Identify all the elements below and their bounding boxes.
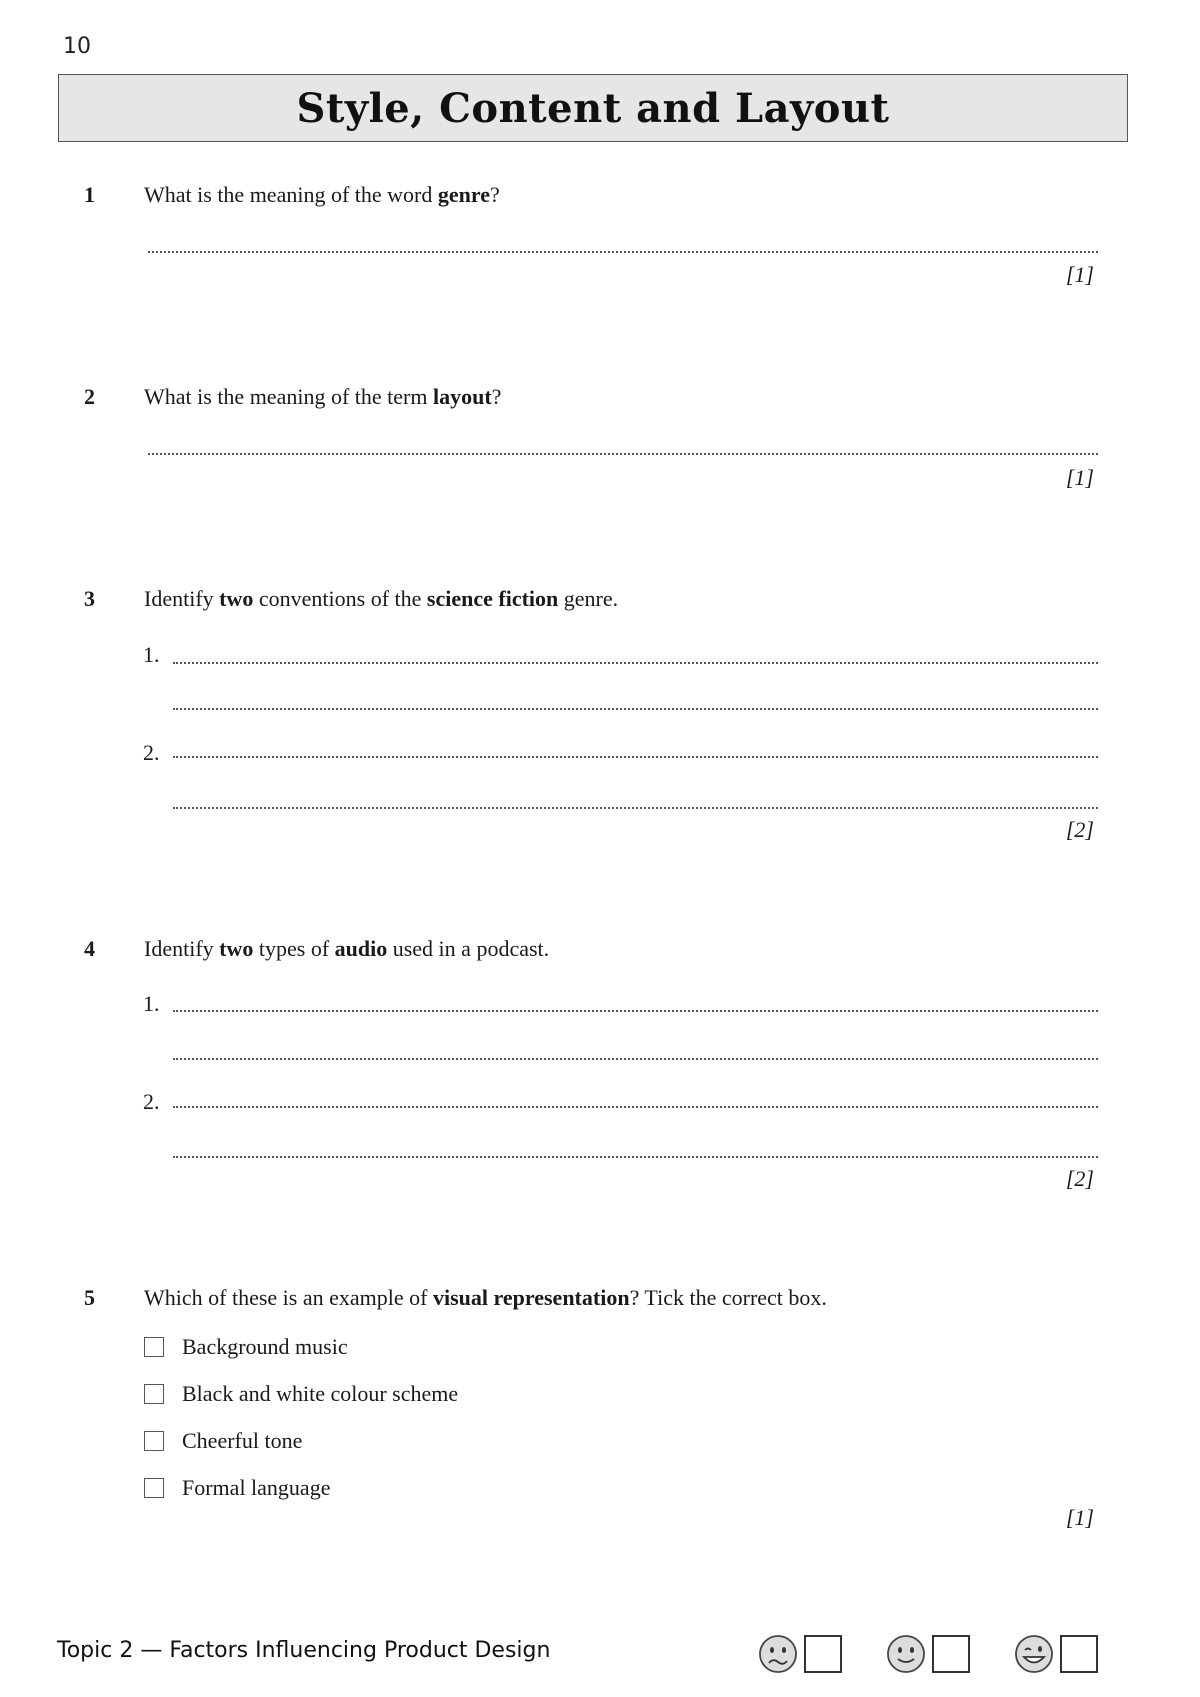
text-segment: conventions of the	[253, 586, 427, 611]
option-label: Formal language	[182, 1475, 331, 1500]
option-background-music[interactable]	[144, 1334, 348, 1360]
option-cheerful-tone[interactable]	[144, 1428, 302, 1454]
key-term: audio	[334, 936, 388, 961]
rating-box-sad[interactable]	[804, 1635, 842, 1673]
text-segment: Which of these is an example of	[144, 1285, 433, 1310]
question-text	[144, 384, 501, 410]
marks-label: [2]	[1065, 1166, 1094, 1191]
question-number: 3	[84, 586, 95, 611]
text-segment: Identify	[144, 936, 220, 961]
page-title: Style, Content and Layout	[296, 84, 890, 132]
topic-title: Factors Influencing Product Design	[169, 1638, 551, 1663]
answer-item-label: 2.	[143, 1089, 160, 1114]
question-text	[144, 182, 500, 208]
answer-line[interactable]	[173, 1010, 1098, 1012]
marks-label: [1]	[1065, 1505, 1094, 1530]
rating-sad	[758, 1634, 842, 1674]
question-number: 2	[84, 384, 95, 409]
key-term: genre	[437, 182, 491, 207]
text-segment: What is the meaning of the word	[144, 182, 438, 207]
rating-box-neutral[interactable]	[932, 1635, 970, 1673]
text-segment: Identify	[144, 586, 220, 611]
page-number: 10	[63, 34, 91, 59]
option-black-and-white-colour-scheme[interactable]	[144, 1381, 458, 1407]
key-term: visual representation	[432, 1285, 630, 1310]
answer-line[interactable]	[173, 1106, 1098, 1108]
text-segment: What is the meaning of the term	[144, 384, 433, 409]
option-label: Cheerful tone	[182, 1428, 303, 1453]
rating-box-happy[interactable]	[1060, 1635, 1098, 1673]
answer-item-label: 1.	[143, 642, 160, 667]
option-formal-language[interactable]	[144, 1475, 330, 1501]
text-segment: used in a podcast.	[387, 936, 550, 961]
option-label: Black and white colour scheme	[182, 1381, 459, 1406]
topic-number: Topic 2	[57, 1638, 134, 1663]
question-text	[144, 1285, 827, 1311]
key-term: layout	[432, 384, 492, 409]
question-number: 5	[84, 1285, 95, 1310]
text-segment: ?	[490, 182, 500, 207]
marks-label: [2]	[1065, 817, 1094, 842]
sad-face-icon	[758, 1634, 798, 1674]
question-text	[144, 936, 549, 962]
question-number: 1	[84, 182, 95, 207]
answer-item-label: 2.	[143, 740, 160, 765]
key-term: two	[219, 586, 254, 611]
key-term: two	[219, 936, 254, 961]
answer-line[interactable]	[173, 807, 1098, 809]
question-text	[144, 586, 618, 612]
key-term: science fiction	[426, 586, 559, 611]
happy-face-icon	[1014, 1634, 1054, 1674]
answer-item-label: 1.	[143, 991, 160, 1016]
text-segment: ?	[491, 384, 502, 409]
text-segment: types of	[253, 936, 335, 961]
answer-line[interactable]	[148, 251, 1098, 253]
tick-box[interactable]	[144, 1478, 164, 1498]
text-segment: ? Tick the correct box.	[629, 1285, 827, 1310]
footer-topic	[57, 1638, 550, 1663]
answer-line[interactable]	[173, 756, 1098, 758]
text-segment: genre.	[558, 586, 619, 611]
tick-box[interactable]	[144, 1431, 164, 1451]
answer-line[interactable]	[173, 708, 1098, 710]
title-banner	[58, 74, 1128, 142]
option-label: Background music	[182, 1334, 348, 1359]
answer-line[interactable]	[173, 662, 1098, 664]
marks-label: [1]	[1065, 465, 1094, 490]
topic-separator: —	[133, 1638, 170, 1663]
rating-happy	[1014, 1634, 1098, 1674]
neutral-face-icon	[886, 1634, 926, 1674]
rating-neutral	[886, 1634, 970, 1674]
tick-box[interactable]	[144, 1337, 164, 1357]
tick-box[interactable]	[144, 1384, 164, 1404]
answer-line[interactable]	[173, 1156, 1098, 1158]
marks-label: [1]	[1065, 262, 1094, 287]
question-number: 4	[84, 936, 95, 961]
answer-line[interactable]	[148, 453, 1098, 455]
answer-line[interactable]	[173, 1058, 1098, 1060]
